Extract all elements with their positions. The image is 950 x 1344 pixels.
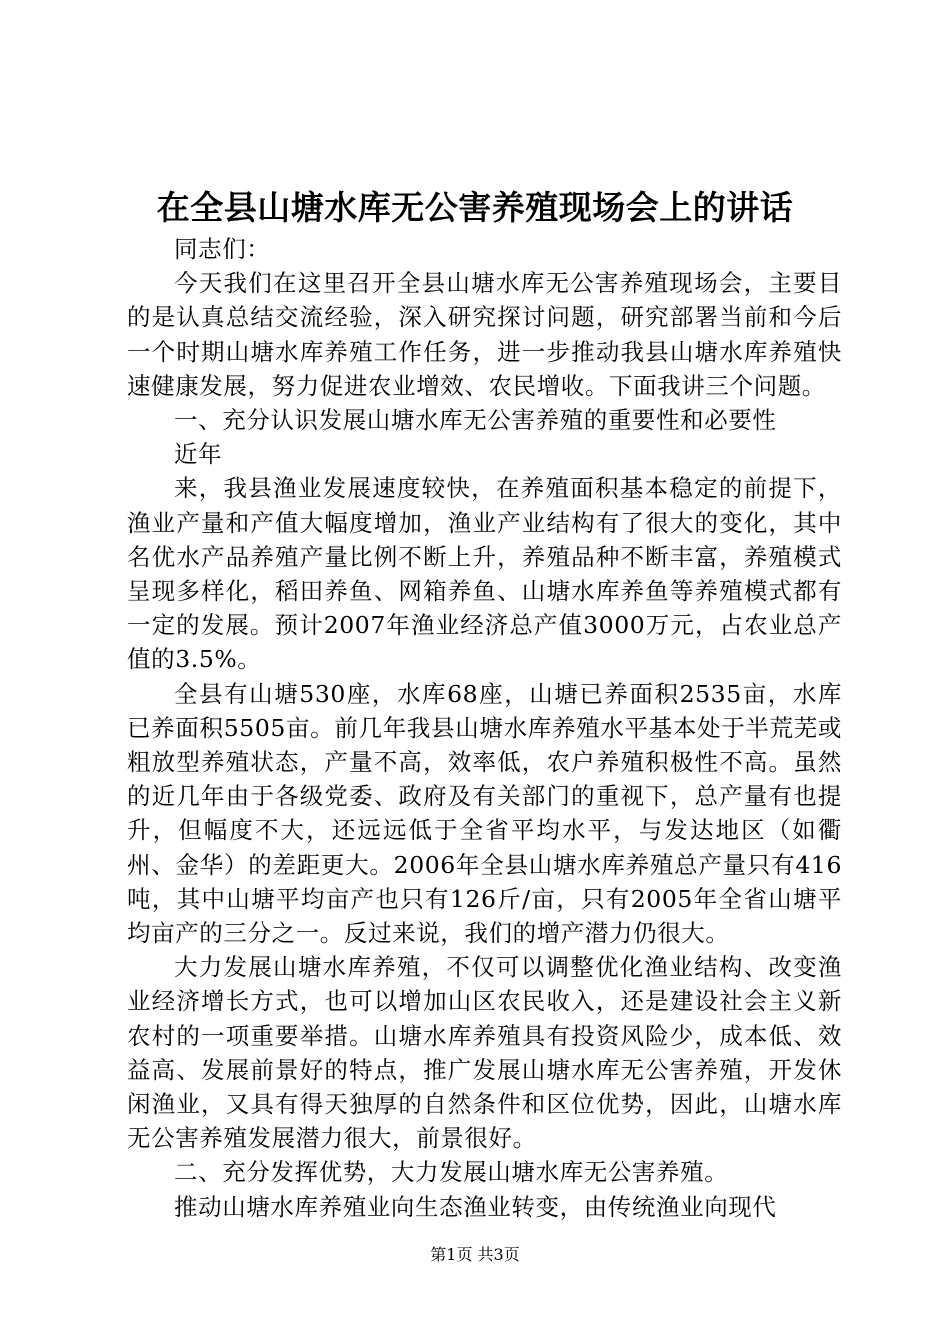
salutation-paragraph: 同志们： — [174, 235, 271, 263]
intro-paragraph: 今天我们在这里召开全县山塘水库无公害养殖现场会，主要目的是认真总结交流经验，深入研究探讨问题，研究部署当前和今后一个时期山塘水库养殖工作任务，进一步推动我县山塘水库养殖快速健康发展，努力促进农业增效、农民增收。下面我讲三个问题。 — [127, 269, 842, 400]
body-paragraph-significance: 大力发展山塘水库养殖，不仅可以调整优化渔业结构、改变渔业经济增长方式，也可以增加山区农民收入，还是建设社会主义新农村的一项重要举措。山塘水库养殖具有投资风险少，成本低、效益高、发展前景好的特点，推广发展山塘水库无公害养殖，开发休闲渔业，又具有得天独厚的自然条件和区位优势，因此，山塘水库无公害养殖发展潜力很大，前景很好。 — [127, 953, 842, 1153]
body-paragraph-county-stats: 全县有山塘530座，水库68座，山塘已养面积2535亩，水库已养面积5505亩。前几年我县山塘水库养殖水平基本处于半荒芜或粗放型养殖状态，产量不高，效率低，农户养殖积极性不高。虽然的近几年由于各级党委、政府及有关部门的重视下，总产量有也提升，但幅度不大，还远远低于全省平均水平，与发达地区（如衢州、金华）的差距更大。2006年全县山塘水库养殖总产量只有416吨，其中山塘平均亩产也只有126斤/亩，只有2005年全省山塘平均亩产的三分之一。反过来说，我们的增产潜力仍很大。 — [127, 679, 842, 948]
body-paragraph-fishery-development: 来，我县渔业发展速度较快，在养殖面积基本稳定的前提下，渔业产量和产值大幅度增加，渔业产业结构有了很大的变化，其中名优水产品养殖产量比例不断上升，养殖品种不断丰富，养殖模式呈现多样化，稻田养鱼、网箱养鱼、山塘水库养鱼等养殖模式都有一定的发展。预计2007年渔业经济总产值3000万元，占农业总产值的3.5%。 — [127, 474, 842, 674]
section-heading-2: 二、充分发挥优势，大力发展山塘水库无公害养殖。 — [174, 1158, 729, 1187]
document-title: 在全县山塘水库无公害养殖现场会上的讲话 — [156, 188, 794, 227]
document-body — [127, 232, 842, 1224]
section-heading-1: 一、充分认识发展山塘水库无公害养殖的重要性和必要性 — [174, 406, 777, 435]
body-paragraph-transformation: 推动山塘水库养殖业向生态渔业转变，由传统渔业向现代 — [174, 1192, 777, 1221]
body-paragraph-recent-years: 近年 — [174, 440, 223, 469]
page-number-footer: 第1页 共3页 — [430, 1245, 520, 1264]
